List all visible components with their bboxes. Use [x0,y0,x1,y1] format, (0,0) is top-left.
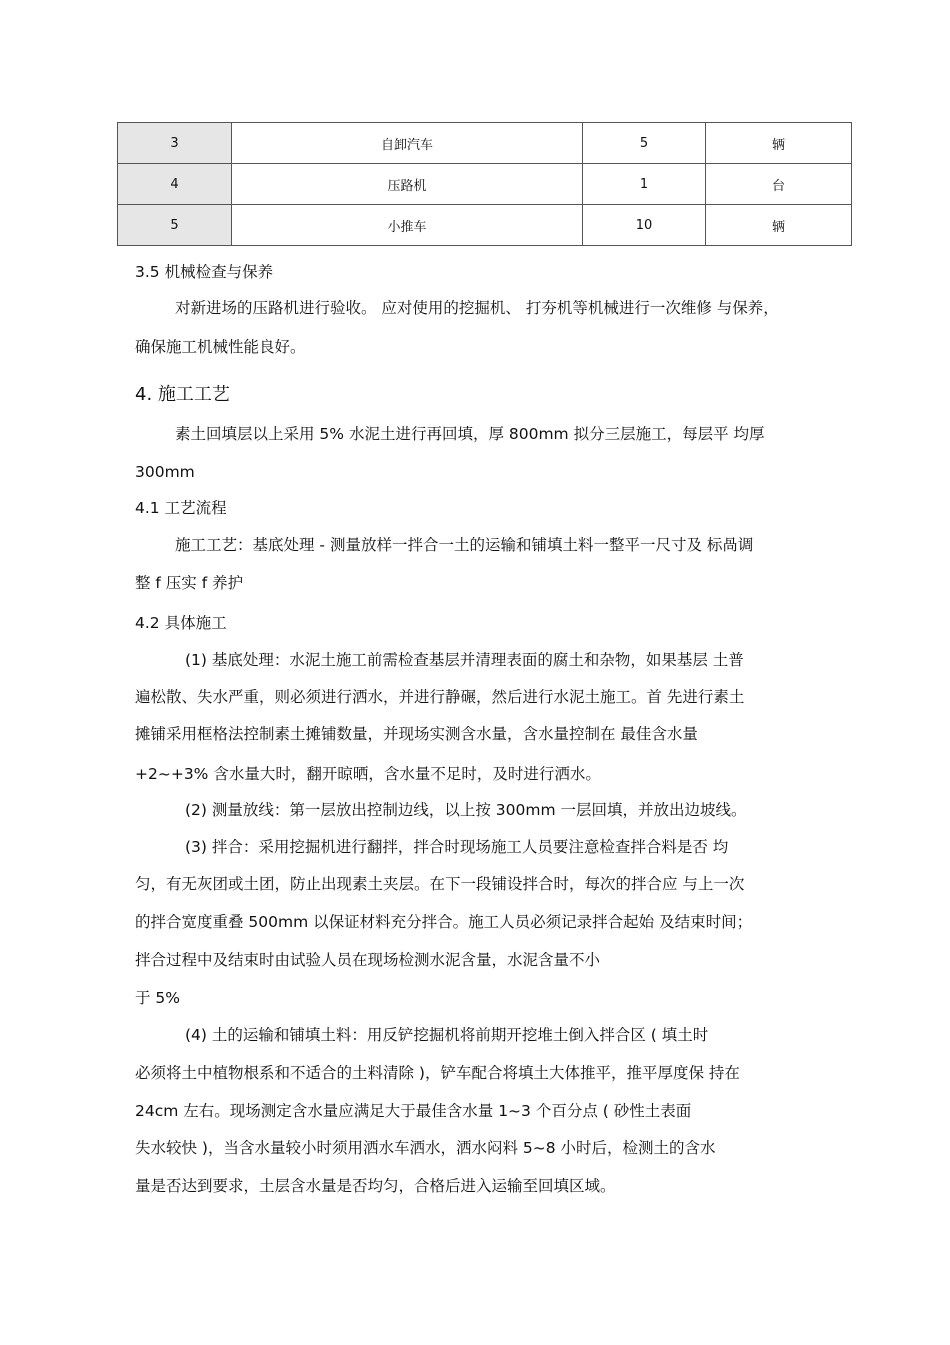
paragraph-line: 量是否达到要求，土层含水量是否均匀，合格后进入运输至回填区域。 [135,1177,616,1195]
section-heading-4: 4. 施工工艺 [135,384,230,405]
table-row [118,205,852,246]
paragraph-line: 摊铺采用框格法控制素土摊铺数量，并现场实测含水量，含水量控制在 最佳含水量 [135,725,698,743]
table-row [118,123,852,164]
table-row [118,164,852,205]
paragraph-line: 24cm 左右。现场测定含水量应满足大于最佳含水量 1~3 个百分点 ( 砂性土表面 [135,1102,692,1120]
paragraph-line: 施工工艺：基底处理 - 测量放样一拌合一土的运输和铺填土料一整平一尺寸及 标咼调 [175,536,754,554]
paragraph-line: (4) 土的运输和铺填土料：用反铲挖掘机将前期开挖堆土倒入拌合区 ( 填土时 [185,1026,709,1044]
equipment-quantity: 1 [583,164,706,205]
equipment-unit: 辆 [706,123,852,164]
equipment-unit: 辆 [706,205,852,246]
paragraph-line: 对新进场的压路机进行验收。 应对使用的挖掘机、 打夯机等机械进行一次维修 与保养， [175,299,779,317]
row-number: 3 [118,123,232,164]
row-number: 5 [118,205,232,246]
section-heading-3-5: 3.5 机械检查与保养 [135,263,274,281]
equipment-name: 自卸汽车 [232,123,583,164]
paragraph-line: 匀，有无灰团或土团，防止出现素土夹层。在下一段铺设拌合时，每次的拌合应 与上一次 [135,875,745,893]
paragraph-line: (1) 基底处理：水泥土施工前需检查基层并清理表面的腐土和杂物，如果基层 土普 [185,651,744,669]
paragraph-line: 于 5% [135,989,181,1007]
equipment-quantity: 10 [583,205,706,246]
paragraph-line: 失水较快 )，当含水量较小时须用洒水车洒水，洒水闷料 5~8 小时后，检测土的含水 [135,1139,716,1157]
equipment-name: 压路机 [232,164,583,205]
paragraph-line: 300mm [135,463,195,481]
equipment-quantity: 5 [583,123,706,164]
equipment-table [117,122,852,246]
equipment-name: 小推车 [232,205,583,246]
paragraph-line: +2~+3% 含水量大时，翻开晾晒，含水量不足时，及时进行洒水。 [135,765,601,783]
paragraph-line: 拌合过程中及结束时由试验人员在现场检测水泥含量，水泥含量不小 [135,951,601,969]
paragraph-line: 遍松散、失水严重，则必须进行洒水，并进行静碾，然后进行水泥土施工。首 先进行素土 [135,688,745,706]
paragraph-line: 整 f 压实 f 养护 [135,574,244,592]
paragraph-line: 素土回填层以上采用 5% 水泥土进行再回填，厚 800mm 拟分三层施工，每层平 均厚 [175,425,765,443]
section-heading-4-1: 4.1 工艺流程 [135,499,227,517]
paragraph-line: 确保施工机械性能良好。 [135,338,306,356]
paragraph-line: (3) 拌合：采用挖掘机进行翻拌，拌合时现场施工人员要注意检查拌合料是否 均 [185,838,729,856]
row-number: 4 [118,164,232,205]
paragraph-line: (2) 测量放线：第一层放出控制边线，以上按 300mm 一层回填，并放出边坡线。 [185,801,747,819]
equipment-unit: 台 [706,164,852,205]
section-heading-4-2: 4.2 具体施工 [135,614,227,632]
paragraph-line: 必须将土中植物根系和不适合的土料清除 )，铲车配合将填土大体推平，推平厚度保 持在 [135,1064,740,1082]
paragraph-line: 的拌合宽度重叠 500mm 以保证材料充分拌合。施工人员必须记录拌合起始 及结束时间； [135,913,753,931]
